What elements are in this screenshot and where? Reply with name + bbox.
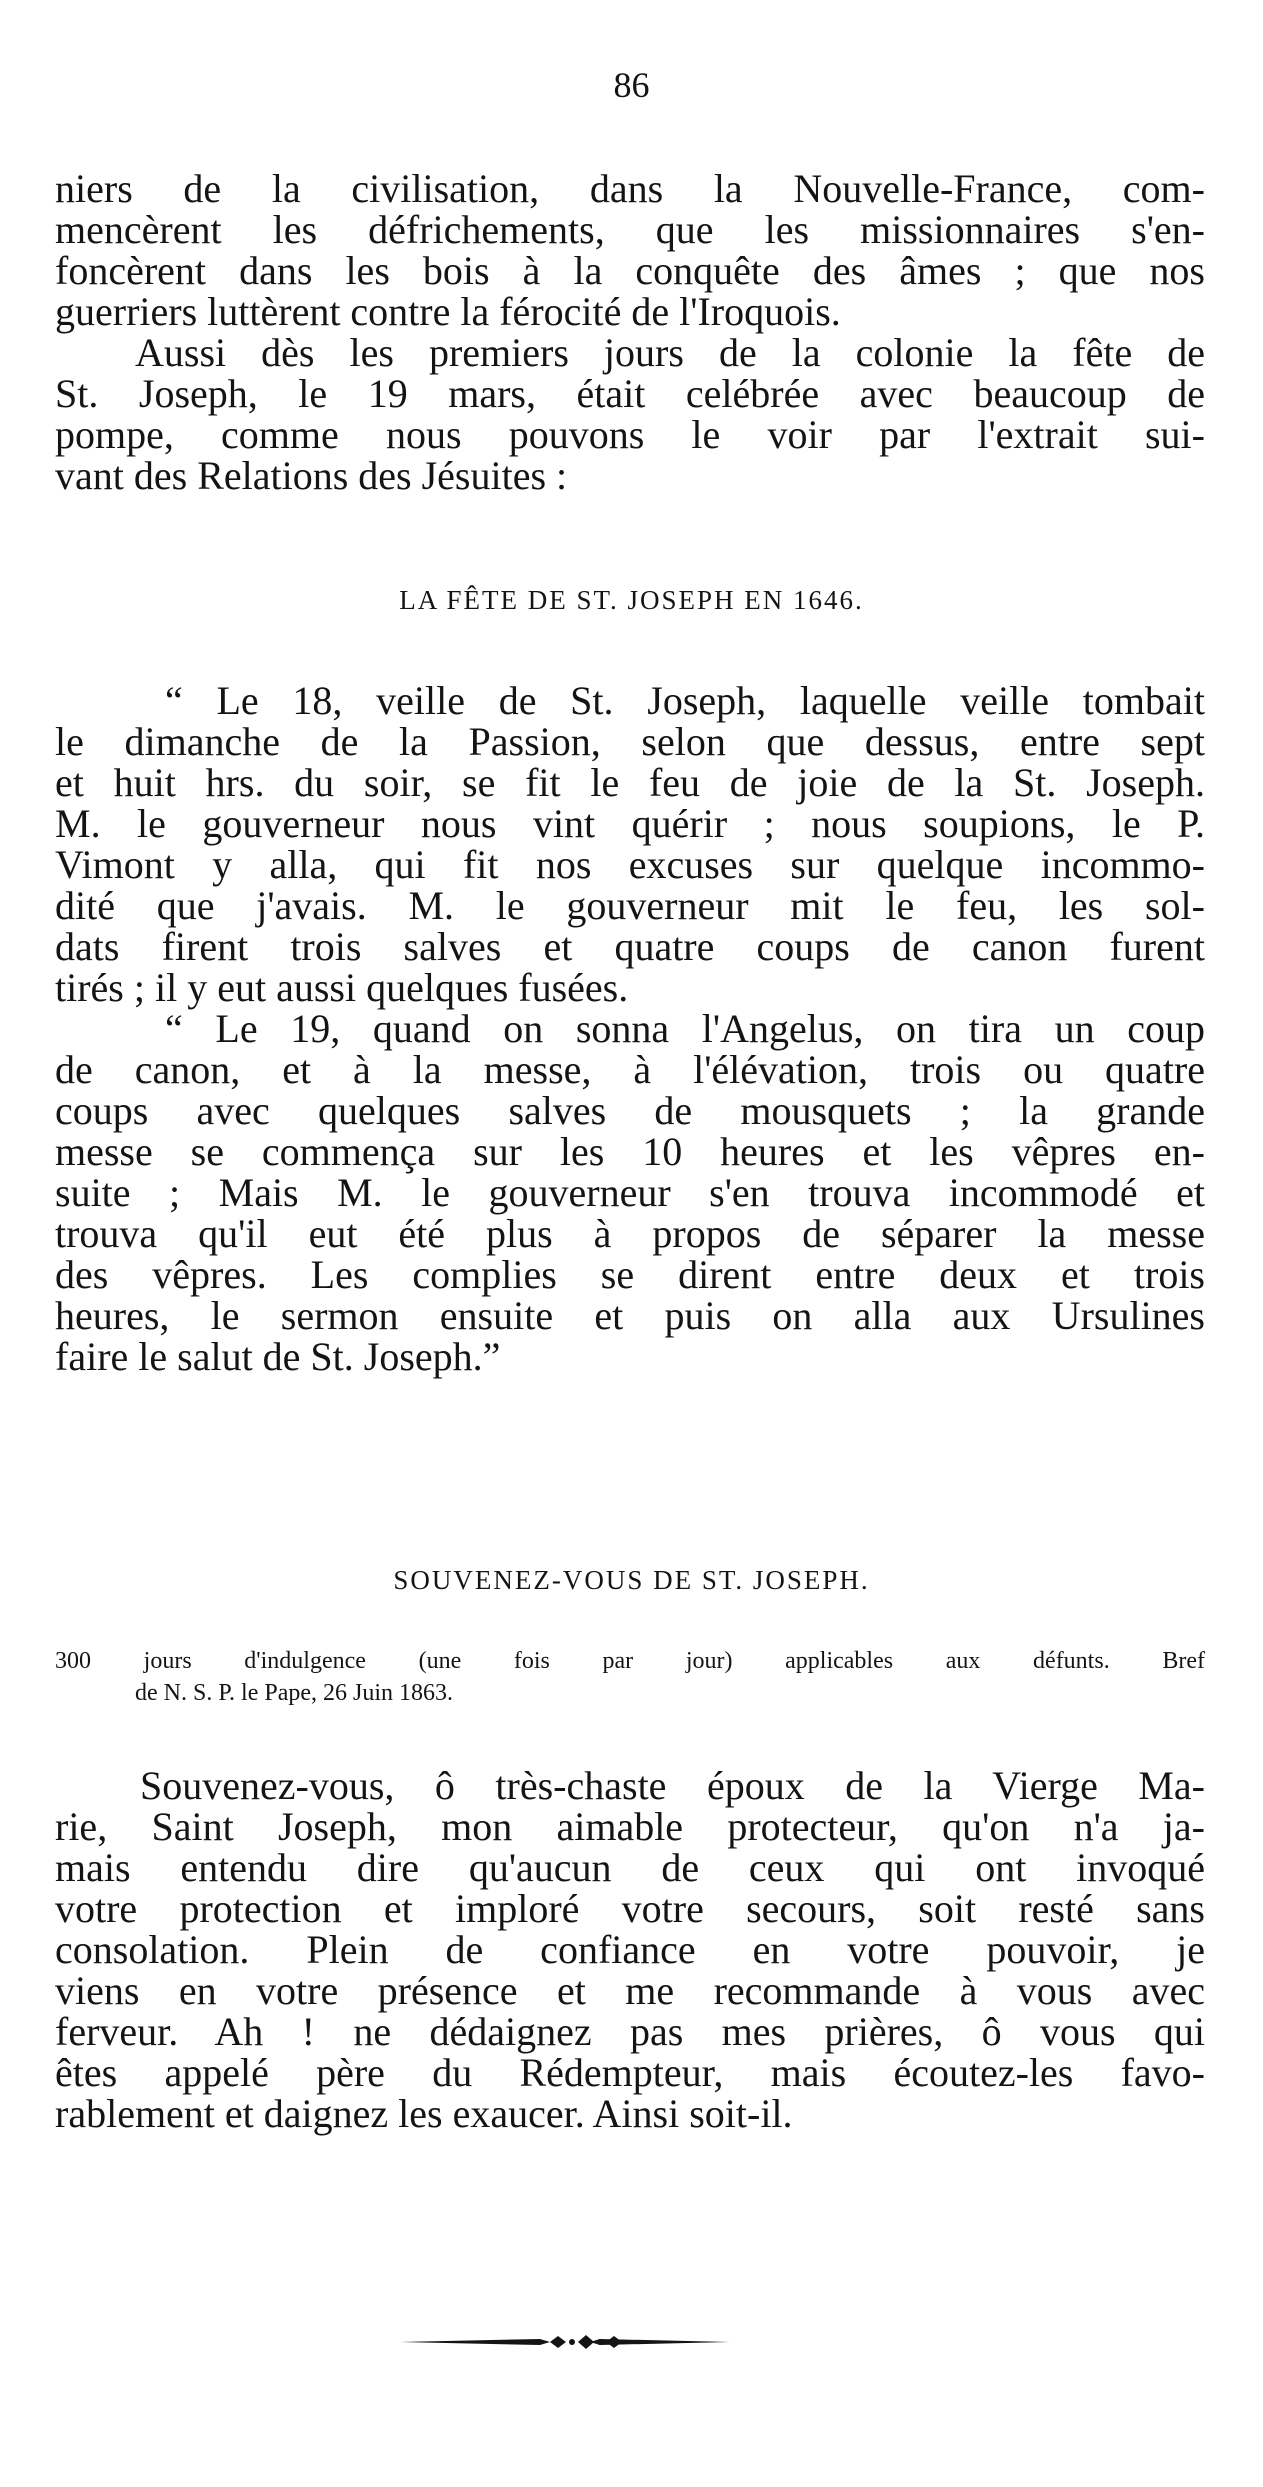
- text-line: Vimont y alla, qui fit nos excuses sur quelque incommo-: [55, 842, 1205, 887]
- text-line: et huit hrs. du soir, se fit le feu de joie de la St. Joseph.: [55, 760, 1205, 805]
- text-line: vant des Relations des Jésuites :: [55, 453, 568, 498]
- text-line: heures, le sermon ensuite et puis on alla aux Ursulines: [55, 1293, 1205, 1338]
- section-heading: LA FÊTE DE ST. JOSEPH EN 1646.: [399, 585, 864, 615]
- text-line: ferveur. Ah ! ne dédaignez pas mes prières, ô vous qui: [55, 2009, 1205, 2054]
- text-line: suite ; Mais M. le gouverneur s'en trouva incommodé et: [55, 1170, 1205, 1215]
- text-line: faire le salut de St. Joseph.”: [55, 1334, 501, 1379]
- text-line: êtes appelé père du Rédempteur, mais écoutez-les favo-: [55, 2050, 1205, 2095]
- section-heading: SOUVENEZ-VOUS DE ST. JOSEPH.: [393, 1565, 870, 1595]
- text-line: le dimanche de la Passion, selon que dessus, entre sept: [55, 719, 1205, 764]
- text-line: mencèrent les défrichements, que les missionnaires s'en-: [55, 207, 1205, 252]
- prayer-text: [55, 1765, 1205, 2134]
- text-line: de canon, et à la messe, à l'élévation, trois ou quatre: [55, 1047, 1205, 1092]
- text-line: M. le gouverneur nous vint quérir ; nous soupions, le P.: [55, 801, 1205, 846]
- text-line: consolation. Plein de confiance en votre pouvoir, je: [55, 1927, 1205, 1972]
- text-line: niers de la civilisation, dans la Nouvelle-France, com-: [55, 166, 1205, 211]
- note-line: 300 jours d'indulgence (une fois par jour) applicables aux défunts. Bref: [55, 1648, 1205, 1674]
- text-line: Aussi dès les premiers jours de la colonie la fête de: [135, 330, 1205, 375]
- text-line: trouva qu'il eut été plus à propos de séparer la messe: [55, 1211, 1205, 1256]
- text-line: dité que j'avais. M. le gouverneur mit le feu, les sol-: [55, 883, 1205, 928]
- text-line: St. Joseph, le 19 mars, était celébrée avec beaucoup de: [55, 371, 1205, 416]
- quotation-text: [55, 680, 1205, 1377]
- page-number: 86: [613, 65, 650, 105]
- text-line: des vêpres. Les complies se dirent entre deux et trois: [55, 1252, 1205, 1297]
- text-line: mais entendu dire qu'aucun de ceux qui ont invoqué: [55, 1845, 1205, 1890]
- text-line: viens en votre présence et me recommande à vous avec: [55, 1968, 1205, 2013]
- text-line: tirés ; il y eut aussi quelques fusées.: [55, 965, 629, 1010]
- text-line: “ Le 19, quand on sonna l'Angelus, on tira un coup: [165, 1006, 1205, 1051]
- text-line: guerriers luttèrent contre la férocité de l'Iroquois.: [55, 289, 841, 334]
- indulgence-note: [55, 1645, 1205, 1709]
- text-line: pompe, comme nous pouvons le voir par l'extrait sui-: [55, 412, 1205, 457]
- text-line: foncèrent dans les bois à la conquête des âmes ; que nos: [55, 248, 1205, 293]
- text-line: votre protection et imploré votre secours, soit resté sans: [55, 1886, 1205, 1931]
- text-line: Souvenez-vous, ô très-chaste époux de la Vierge Ma-: [140, 1763, 1205, 1808]
- text-line: rie, Saint Joseph, mon aimable protecteur, qu'on n'a ja-: [55, 1804, 1205, 1849]
- note-line: de N. S. P. le Pape, 26 Juin 1863.: [135, 1680, 453, 1706]
- text-line: dats firent trois salves et quatre coups de canon furent: [55, 924, 1205, 969]
- intro-text: [55, 168, 1205, 496]
- text-line: rablement et daignez les exaucer. Ainsi soit-il.: [55, 2091, 793, 2136]
- text-line: “ Le 18, veille de St. Joseph, laquelle veille tombait: [165, 678, 1205, 723]
- text-line: coups avec quelques salves de mousquets ; la grande: [55, 1088, 1205, 1133]
- ornament-divider: [400, 2330, 730, 2354]
- text-line: messe se commença sur les 10 heures et les vêpres en-: [55, 1129, 1205, 1174]
